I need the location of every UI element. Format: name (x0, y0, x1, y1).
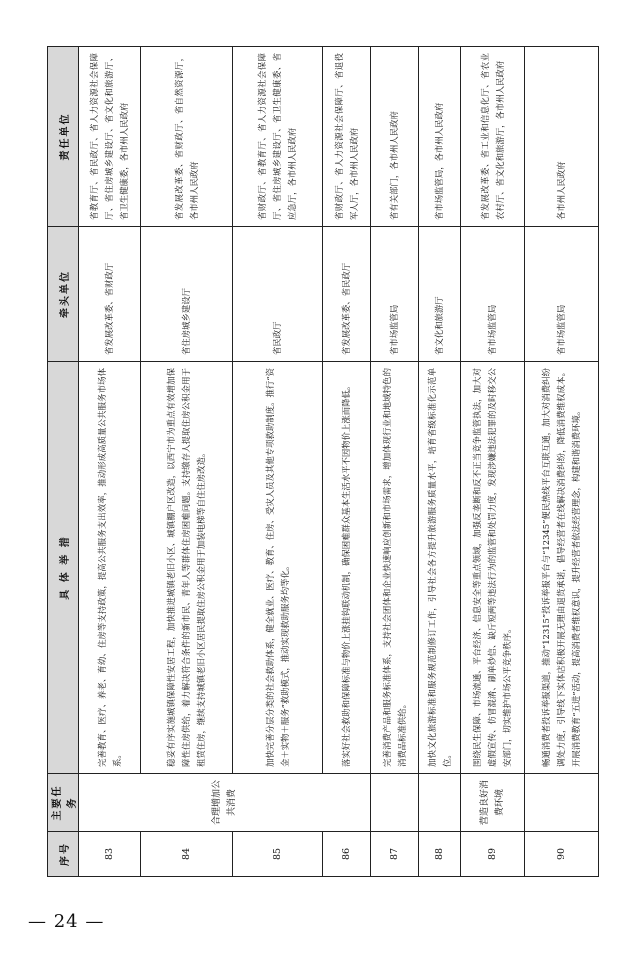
resp-cell: 省教育厅、省民政厅、省人力资源社会保障厅、省住房城乡建设厅、省文化和旅游厅、省卫生健康委，各市州人民政府 (79, 47, 141, 227)
lead-cell: 省市场监管局 (461, 227, 525, 362)
header-lead: 牵头单位 (48, 227, 79, 362)
task-cell (371, 774, 419, 832)
rotated-table-container (47, 47, 581, 877)
row-no: 86 (323, 832, 371, 877)
row-no: 85 (233, 832, 323, 877)
table-row (461, 47, 525, 877)
table-row (371, 47, 419, 877)
row-no: 87 (371, 832, 419, 877)
task-label: 合理增加公共消费 (211, 779, 237, 825)
page-number: — 24 — (28, 911, 105, 932)
measures-cell: 稳妥有序实施城镇保障性安居工程，加快推进城镇老旧小区、城镇棚户区改造，以西宁市为重点有效增加保障性住房供给，着力解决符合条件的新市民、青年人等群体住房困难问题。支持缴存人提取住房公积金用于租赁住房，继续支持城镇老旧小区居民提取住房公积金用于加装电梯等自住住房改造。 (141, 362, 233, 774)
lead-cell: 省民政厅 (233, 227, 323, 362)
row-no: 83 (79, 832, 141, 877)
header-resp: 责任单位 (48, 47, 79, 227)
resp-cell: 省市场监管局，各市州人民政府 (419, 47, 461, 227)
lead-cell: 省发展改革委、省财政厅 (79, 227, 141, 362)
measures-cell: 落实好社会救助和保障标准与物价上涨挂钩联动机制，确保困难群众基本生活水平不因物价上涨而降低。 (323, 362, 371, 774)
table-header-row (48, 47, 79, 877)
header-measures: 具 体 举 措 (48, 362, 79, 774)
lead-cell: 省市场监管局 (371, 227, 419, 362)
task-label: 营造良好消费环境 (479, 779, 505, 825)
table-row (419, 47, 461, 877)
task-cell (79, 774, 371, 832)
row-no: 89 (461, 832, 525, 877)
table-row (141, 47, 233, 877)
measures-cell: 完善教育、医疗、养老、育幼、住房等支持政策，提高公共服务支出效率，推动形成高质量公共服务市场体系。 (79, 362, 141, 774)
resp-cell: 省财政厅、省人力资源社会保障厅、省退役军人厅，各市州人民政府 (323, 47, 371, 227)
table-row (323, 47, 371, 877)
measures-cell: 完善消费产品和服务标准体系，支持社会团体和企业快速响应创新和市场需求，增加体现行业和地域特色的消费品标准供给。 (371, 362, 419, 774)
lead-cell: 省住房城乡建设厅 (141, 227, 233, 362)
task-cell (461, 774, 525, 832)
measures-cell: 畅通消费者投诉举报渠道，推动“12315”投诉举报平台与“12345”便民热线平台互联互通，加大对消费纠纷调处力度，引导线下实体店积极开展无理由退货承诺，倡导经营者在线解决消费纠纷，降低消费维权成本。开展消费教育“五进”活动，提高消费者维权意识，提升经营者依法经营理念，构建和谐消费环境。 (525, 362, 599, 774)
resp-cell: 省财政厅、省教育厅、省人力资源社会保障厅、省住房城乡建设厅、省卫生健康委、省应急厅，各市州人民政府 (233, 47, 323, 227)
task-cell (419, 774, 461, 832)
measures-cell: 加快文化旅游标准和服务规范制修订工作，引导社会各方提升旅游服务质量水平，培育省级标准化示范单位。 (419, 362, 461, 774)
row-no: 90 (525, 832, 599, 877)
measures-table (47, 46, 599, 877)
table-row (79, 47, 141, 877)
resp-cell: 省有关部门，各市州人民政府 (371, 47, 419, 227)
table-row (233, 47, 323, 877)
lead-cell: 省文化和旅游厅 (419, 227, 461, 362)
lead-cell: 省市场监管局 (525, 227, 599, 362)
measures-cell: 加快完善分层分类的社会救助体系，健全就业、医疗、教育、住房、受灾人员及其他专项救助制度。推行“资金＋实物＋服务”救助模式，推动实现救助服务均等化。 (233, 362, 323, 774)
resp-cell: 省发展改革委、省财政厅、省自然资源厅，各市州人民政府 (141, 47, 233, 227)
resp-cell: 各市州人民政府 (525, 47, 599, 227)
header-no: 序号 (48, 832, 79, 877)
row-no: 84 (141, 832, 233, 877)
task-cell (525, 774, 599, 832)
header-task: 主要任务 (48, 774, 79, 832)
table-row (525, 47, 599, 877)
lead-cell: 省发展改革委、省民政厅 (323, 227, 371, 362)
resp-cell: 省发展改革委、省工业和信息化厅、省农业农村厅、省文化和旅游厅，各市州人民政府 (461, 47, 525, 227)
measures-cell: 围绕民生保障、市场流通、平台经济、信息安全等重点领域，加强反垄断和反不正当竞争监管执法，加大对虚假宣传、仿冒混淆、刷单炒信、缺斤短两等违法行为的监管和处罚力度，发现涉嫌违法犯罪的及时移交公安部门，切实维护市场公平竞争秩序。 (461, 362, 525, 774)
row-no: 88 (419, 832, 461, 877)
